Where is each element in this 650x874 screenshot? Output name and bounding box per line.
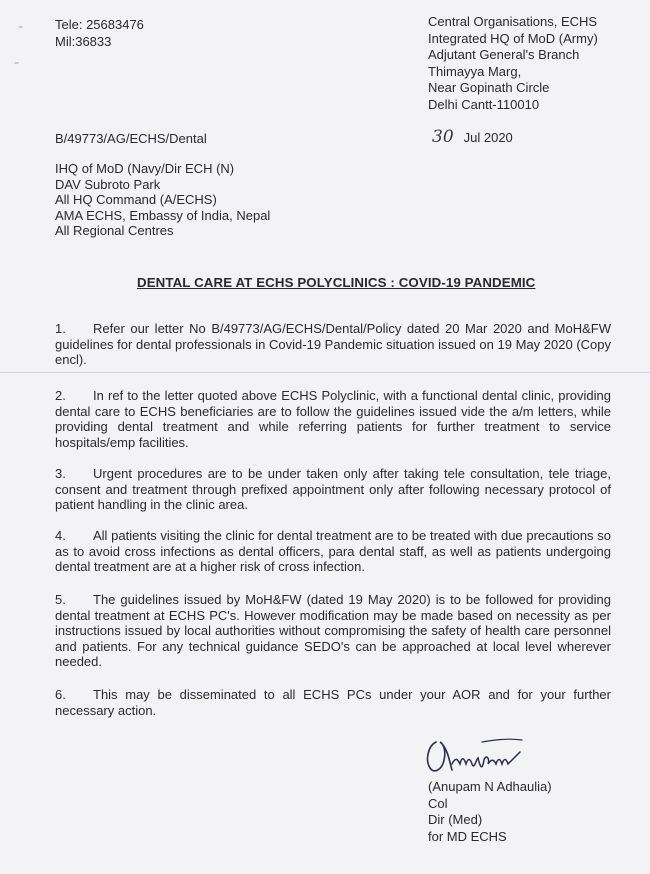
signatory-name: (Anupam N Adhaulia)	[428, 779, 552, 794]
signatory-post: Dir (Med)	[428, 812, 483, 827]
reference-number: B/49773/AG/ECHS/Dental	[55, 131, 207, 146]
paragraph-number: 3.	[55, 466, 66, 481]
addressee: DAV Subroto Park	[55, 176, 161, 192]
date-day-handwritten: 30	[432, 127, 454, 147]
paragraph-text: This may be disseminated to all ECHS PCs under your AOR and for your further necessary action.	[55, 687, 611, 718]
paragraph-number: 2.	[55, 388, 66, 403]
addressee: All Regional Centres	[55, 223, 174, 238]
handwritten-signature	[422, 730, 532, 782]
paragraph-text: In ref to the letter quoted above ECHS Polyclinic, with a functional dental clinic, providing dental care to ECHS beneficiaries are to follow the guidelines issued vide the a/m letters, while providing dental treatment and while referring patients for further treatment to service hospitals/emp facilities.	[55, 388, 611, 450]
paragraph-number: 6.	[55, 687, 66, 702]
address-line: Central Organisations, ECHS	[428, 14, 598, 29]
paragraph-1	[55, 321, 611, 368]
addressee: IHQ of MoD (Navy/Dir ECH (N)	[55, 161, 235, 176]
address-line: Thimayya Marg,	[428, 63, 522, 79]
sender-address	[428, 14, 598, 113]
address-line: Near Gopinath Circle	[428, 80, 550, 95]
paragraph-number: 5.	[55, 592, 66, 607]
addressee-list	[55, 161, 270, 239]
scan-fold-line	[0, 372, 650, 373]
address-line: Adjutant General's Branch	[428, 47, 580, 62]
paragraph-text: All patients visiting the clinic for dental treatment are to be treated with due precautions so as to avoid cross infections as dental officers, para dental staff, as well as patients undergoing dental treatment are at a higher risk of cross infection.	[55, 528, 611, 574]
letter-date	[432, 127, 513, 147]
paragraph-6	[55, 687, 611, 718]
paragraph-3	[55, 466, 611, 513]
signatory-rank: Col	[428, 795, 448, 811]
address-line: Integrated HQ of MoD (Army)	[428, 30, 598, 46]
paragraph-5	[55, 592, 611, 670]
mil-number: Mil:36833	[55, 33, 112, 49]
address-line: Delhi Cantt-110010	[428, 96, 540, 112]
paragraph-text: The guidelines issued by MoH&FW (dated 19 May 2020) is to be followed for providing dental treatment at ECHS PC's. However modification may be made based on necessity as per instructions issued by local authorities without compromising the safety of health care personnel and patients. For any technical guidance SEDO's can be approached at local level wherever needed.	[55, 592, 611, 669]
paragraph-text: Urgent procedures are to be under taken only after taking tele consultation, tele triage, consent and treatment through prefixed appointment only after following necessary protocol of patient handling in the clinic area.	[55, 466, 611, 512]
tele-number: Tele: 25683476	[55, 17, 144, 32]
date-month-year: Jul 2020	[463, 130, 513, 145]
paragraph-2	[55, 388, 611, 450]
paragraph-4	[55, 528, 611, 575]
punch-mark: ⁼	[14, 60, 20, 71]
paragraph-text: Refer our letter No B/49773/AG/ECHS/Dental/Policy dated 20 Mar 2020 and MoH&FW guidelines for dental professionals in Covid-19 Pandemic situation issued on 19 May 2020 (Copy encl).	[55, 321, 611, 367]
addressee: AMA ECHS, Embassy of India, Nepal	[55, 207, 271, 223]
contact-block	[55, 17, 144, 50]
letter-subject: DENTAL CARE AT ECHS POLYCLINICS : COVID-19 PANDEMIC	[137, 275, 536, 290]
addressee: All HQ Command (A/ECHS)	[55, 192, 217, 207]
signatory-for: for MD ECHS	[428, 828, 507, 844]
paragraph-number: 4.	[55, 528, 66, 543]
punch-mark: ⁼	[18, 24, 24, 35]
signatory-block	[428, 779, 552, 845]
paragraph-number: 1.	[55, 321, 66, 336]
